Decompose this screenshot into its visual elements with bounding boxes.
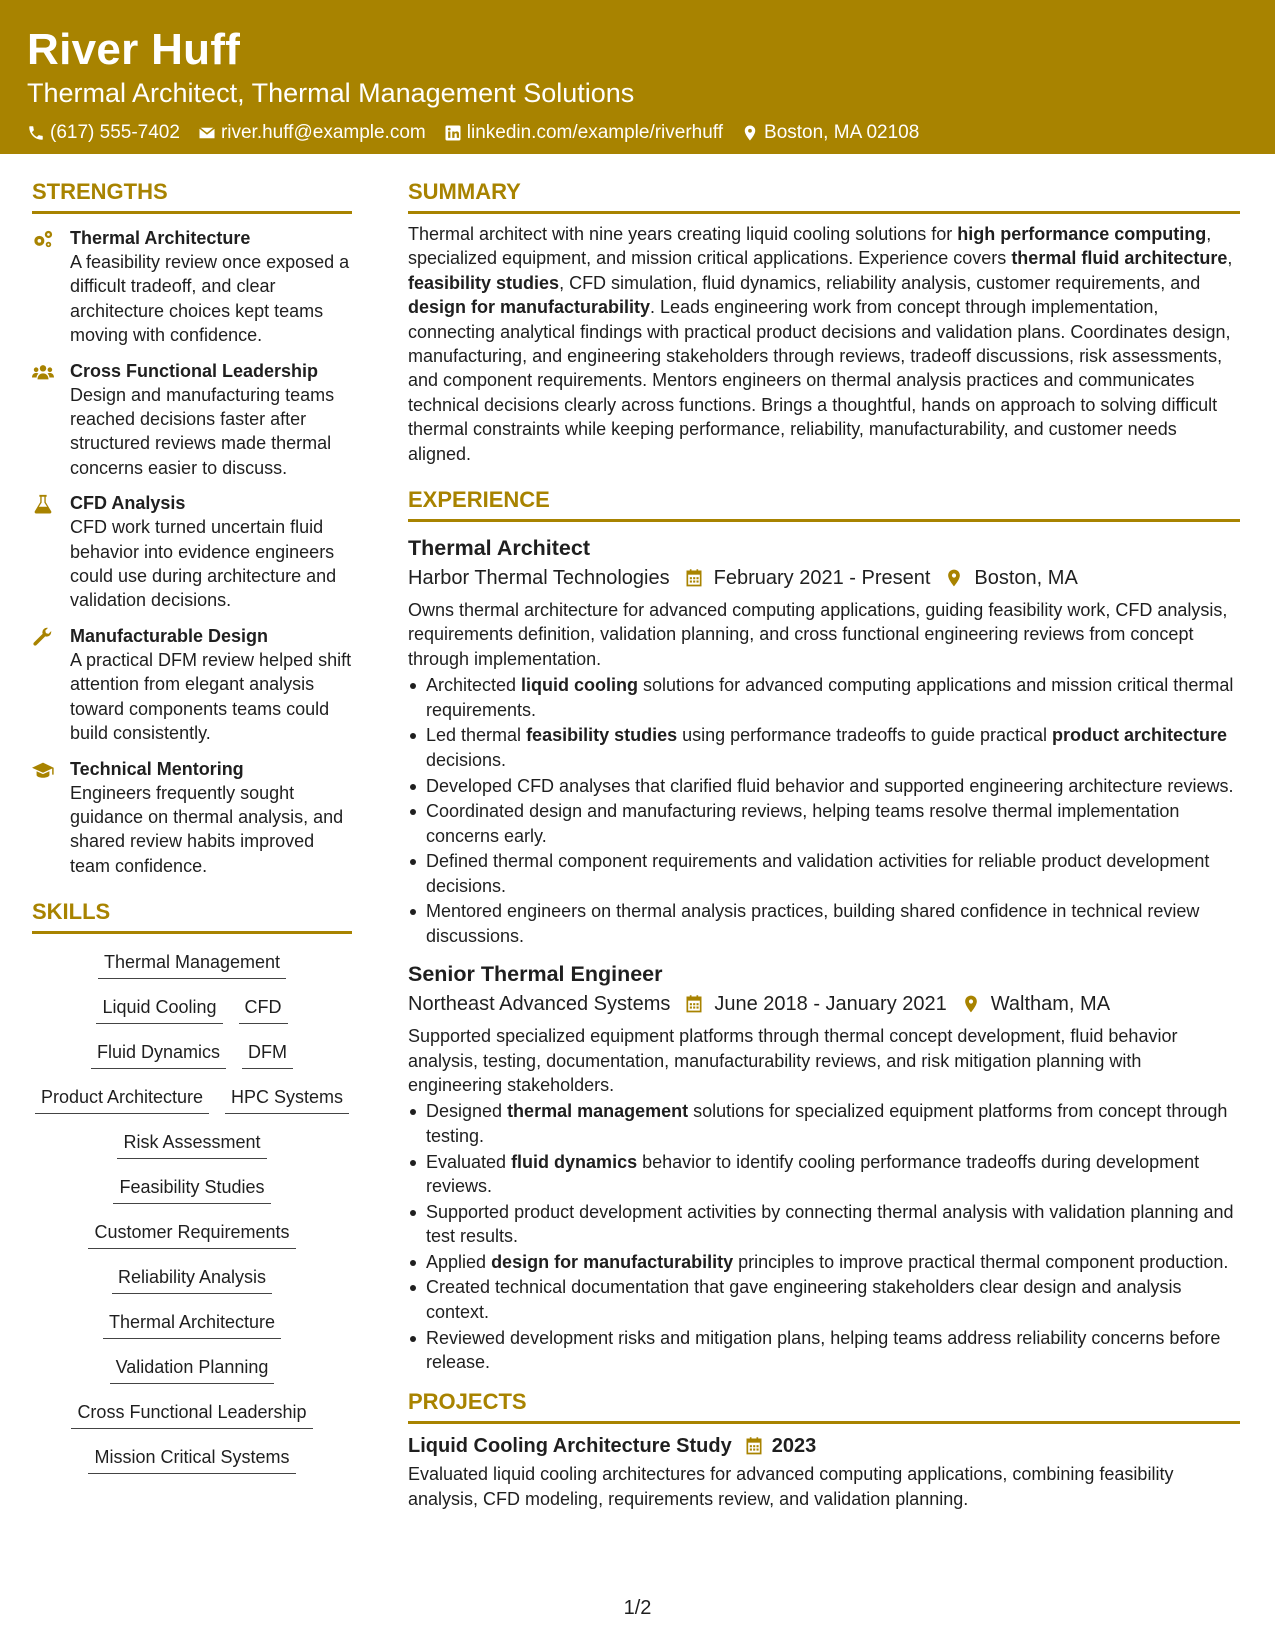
job-bullets [408,673,1240,948]
summary-heading: SUMMARY [408,178,1240,214]
strength-title: CFD Analysis [70,493,186,514]
bold-keyword: design for manufacturability [491,1251,734,1272]
bullet-item: Led thermal feasibility studies using performance tradeoffs to guide practical product architecture decisions. [408,723,1240,772]
skill-row [110,1355,275,1400]
skill-tag: Thermal Architecture [103,1310,281,1339]
bold-keyword: fluid dynamics [511,1151,638,1172]
email-text: river.huff@example.com [220,122,426,143]
users-icon [32,362,54,382]
right-column [408,178,1240,1511]
job-title: Senior Thermal Engineer [408,962,663,987]
project-title: Liquid Cooling Architecture Study [408,1435,732,1458]
left-column [32,178,352,1490]
strength-desc: Design and manufacturing teams reached decisions faster after structured reviews made thermal concerns easier to discuss. [70,384,335,478]
experience-list [408,534,1240,1374]
strength-item [32,757,352,879]
flask-icon [32,494,54,514]
skill-tag: Risk Assessment [117,1130,266,1159]
project-desc: Evaluated liquid cooling architectures for advanced computing applications, combining feasibility analysis, CFD modeling, requirements review, and validation planning. [408,1464,1174,1509]
strength-title: Manufacturable Design [70,625,269,646]
skill-tag: Cross Functional Leadership [71,1400,312,1429]
bold-keyword: thermal management [507,1101,689,1122]
calendar-icon [744,1436,764,1456]
strengths-list [32,226,352,878]
bullet-item: Architected liquid cooling solutions for advanced computing applications and mission critical thermal requirements. [408,673,1240,722]
bold-keyword: feasibility studies [408,272,560,293]
strength-desc: Engineers frequently sought guidance on thermal analysis, and shared review habits improved team confidence. [70,782,344,876]
projects-list [408,1432,1240,1511]
contact-email[interactable] [198,120,426,146]
strength-item [32,359,352,481]
contact-linkedin[interactable] [444,120,723,146]
project-header [408,1432,1240,1460]
strength-desc: CFD work turned uncertain fluid behavior into evidence engineers could use during architecture and validation decisions. [70,517,337,611]
bold-keyword: liquid cooling [521,675,639,696]
job-dates: February 2021 - Present [713,567,931,590]
bullet-item: Mentored engineers on thermal analysis practices, building shared confidence in technical review discussions. [408,899,1240,948]
calendar-icon [684,568,704,588]
skill-row [88,1445,295,1490]
bullet-item: Evaluated fluid dynamics behavior to identify cooling performance tradeoffs during development reviews. [408,1150,1240,1199]
skill-tag: Thermal Management [98,950,286,979]
skill-row [103,1310,281,1355]
strength-title: Thermal Architecture [70,228,251,248]
resume-header [0,0,1275,154]
job-summary: Owns thermal architecture for advanced computing applications, guiding feasibility work, CFD analysis, requirements definition, validation planning, and cross functional engineering reviews from concept through implementation. [408,600,1228,669]
bold-keyword: design for manufacturability [408,297,651,318]
skill-tag: Feasibility Studies [113,1175,270,1204]
strength-item [32,491,352,613]
skill-row [98,950,286,995]
location-text: Boston, MA 02108 [764,122,920,143]
gears-icon [32,229,54,249]
job-title: Thermal Architect [408,536,591,561]
skill-row [117,1130,266,1175]
job-summary: Supported specialized equipment platforms through thermal concept development, fluid behavior analysis, testing, documentation, manufacturability reviews, and risk mitigation planning with engineering stakeholders. [408,1026,1178,1096]
skills-list [32,950,352,1490]
map-pin-icon [961,994,981,1014]
job-location: Boston, MA [974,567,1078,590]
envelope-icon [198,124,216,142]
skills-heading: SKILLS [32,898,352,934]
experience-heading: EXPERIENCE [408,486,1240,522]
bullet-item: Supported product development activities by connecting thermal analysis with validation planning and test results. [408,1200,1240,1249]
map-pin-icon [741,124,759,142]
phone-text: (617) 555-7402 [50,122,180,143]
skill-row [112,1265,272,1310]
skill-tag: HPC Systems [225,1085,349,1114]
phone-icon [27,124,45,142]
page-number: 1/2 [623,1597,652,1619]
skill-tag: CFD [239,995,288,1024]
strength-title: Cross Functional Leadership [70,360,319,381]
candidate-name: River Huff [27,25,241,74]
bold-keyword: product architecture [1052,725,1228,746]
job-location: Waltham, MA [990,993,1111,1016]
contact-bar [27,120,1248,146]
bullet-item: Developed CFD analyses that clarified fluid behavior and supported engineering architecture reviews. [408,774,1240,798]
contact-location [741,120,919,146]
skill-row [96,995,287,1040]
bold-keyword: high performance computing [957,224,1207,244]
strength-item [32,624,352,746]
strength-title: Technical Mentoring [70,758,244,779]
graduation-cap-icon [32,760,54,780]
bullet-item: Defined thermal component requirements and validation activities for reliable product development decisions. [408,849,1240,898]
job-dates: June 2018 - January 2021 [714,993,947,1016]
job-entry [408,960,1240,1374]
candidate-title: Thermal Architect, Thermal Management Solutions [27,78,635,108]
skill-tag: Product Architecture [35,1085,209,1114]
bullet-item: Applied design for manufacturability principles to improve practical thermal component production. [408,1250,1240,1274]
bullet-item: Coordinated design and manufacturing reviews, helping teams resolve thermal implementation concerns early. [408,799,1240,848]
skill-row [88,1220,295,1265]
skill-row [35,1085,349,1130]
calendar-icon [684,994,704,1014]
summary-text: Thermal architect with nine years creating liquid cooling solutions for high performance computing, specialized equipment, and mission critical applications. Experience covers thermal fluid architecture, feasibility studies, CFD simulation, fluid dynamics, reliability analysis, customer requirements, and design for manufacturability. Leads engineering work from concept through implementation, connecting analytical findings with practical product decisions and validation plans. Coordinates design, manufacturing, and engineering stakeholders through reviews, tradeoff discussions, risk assessments, and component requirements. Mentors engineers on thermal analysis practices and communicates technical decisions clearly across functions. Brings a thoughtful, hands on approach to solving difficult thermal constraints while keeping performance, reliability, manufacturability, and customer needs aligned. [408,224,1233,464]
job-meta [408,564,1240,592]
bullet-item: Created technical documentation that gave engineering stakeholders clear design and analysis context. [408,1275,1240,1324]
job-company: Harbor Thermal Technologies [408,567,670,590]
contact-phone[interactable] [27,120,180,146]
job-bullets [408,1099,1240,1374]
job-meta [408,990,1240,1018]
bold-keyword: thermal fluid architecture [1011,248,1228,269]
strengths-heading: STRENGTHS [32,178,352,214]
map-pin-icon [944,568,964,588]
skill-tag: Mission Critical Systems [88,1445,295,1474]
strength-item [32,226,352,348]
wrench-icon [32,627,54,647]
bullet-item: Designed thermal management solutions for specialized equipment platforms from concept through testing. [408,1099,1240,1148]
job-company: Northeast Advanced Systems [408,993,671,1016]
skill-row [113,1175,270,1220]
strength-desc: A practical DFM review helped shift attention from elegant analysis toward components teams could build consistently. [70,649,352,744]
skill-tag: DFM [242,1040,293,1069]
bullet-item: Reviewed development risks and mitigation plans, helping teams address reliability concerns before release. [408,1326,1240,1375]
strength-desc: A feasibility review once exposed a difficult tradeoff, and clear architecture choices kept teams moving with confidence. [70,252,350,346]
skill-tag: Fluid Dynamics [91,1040,226,1069]
skill-row [91,1040,293,1085]
projects-heading: PROJECTS [408,1388,1240,1424]
linkedin-icon [444,124,462,142]
project-year: 2023 [771,1435,817,1458]
bold-keyword: feasibility studies [526,725,678,746]
skill-tag: Liquid Cooling [96,995,222,1024]
skill-tag: Customer Requirements [88,1220,295,1249]
skill-row [71,1400,312,1445]
skill-tag: Validation Planning [110,1355,275,1384]
linkedin-text: linkedin.com/example/riverhuff [466,122,724,143]
job-entry [408,534,1240,948]
skill-tag: Reliability Analysis [112,1265,272,1294]
